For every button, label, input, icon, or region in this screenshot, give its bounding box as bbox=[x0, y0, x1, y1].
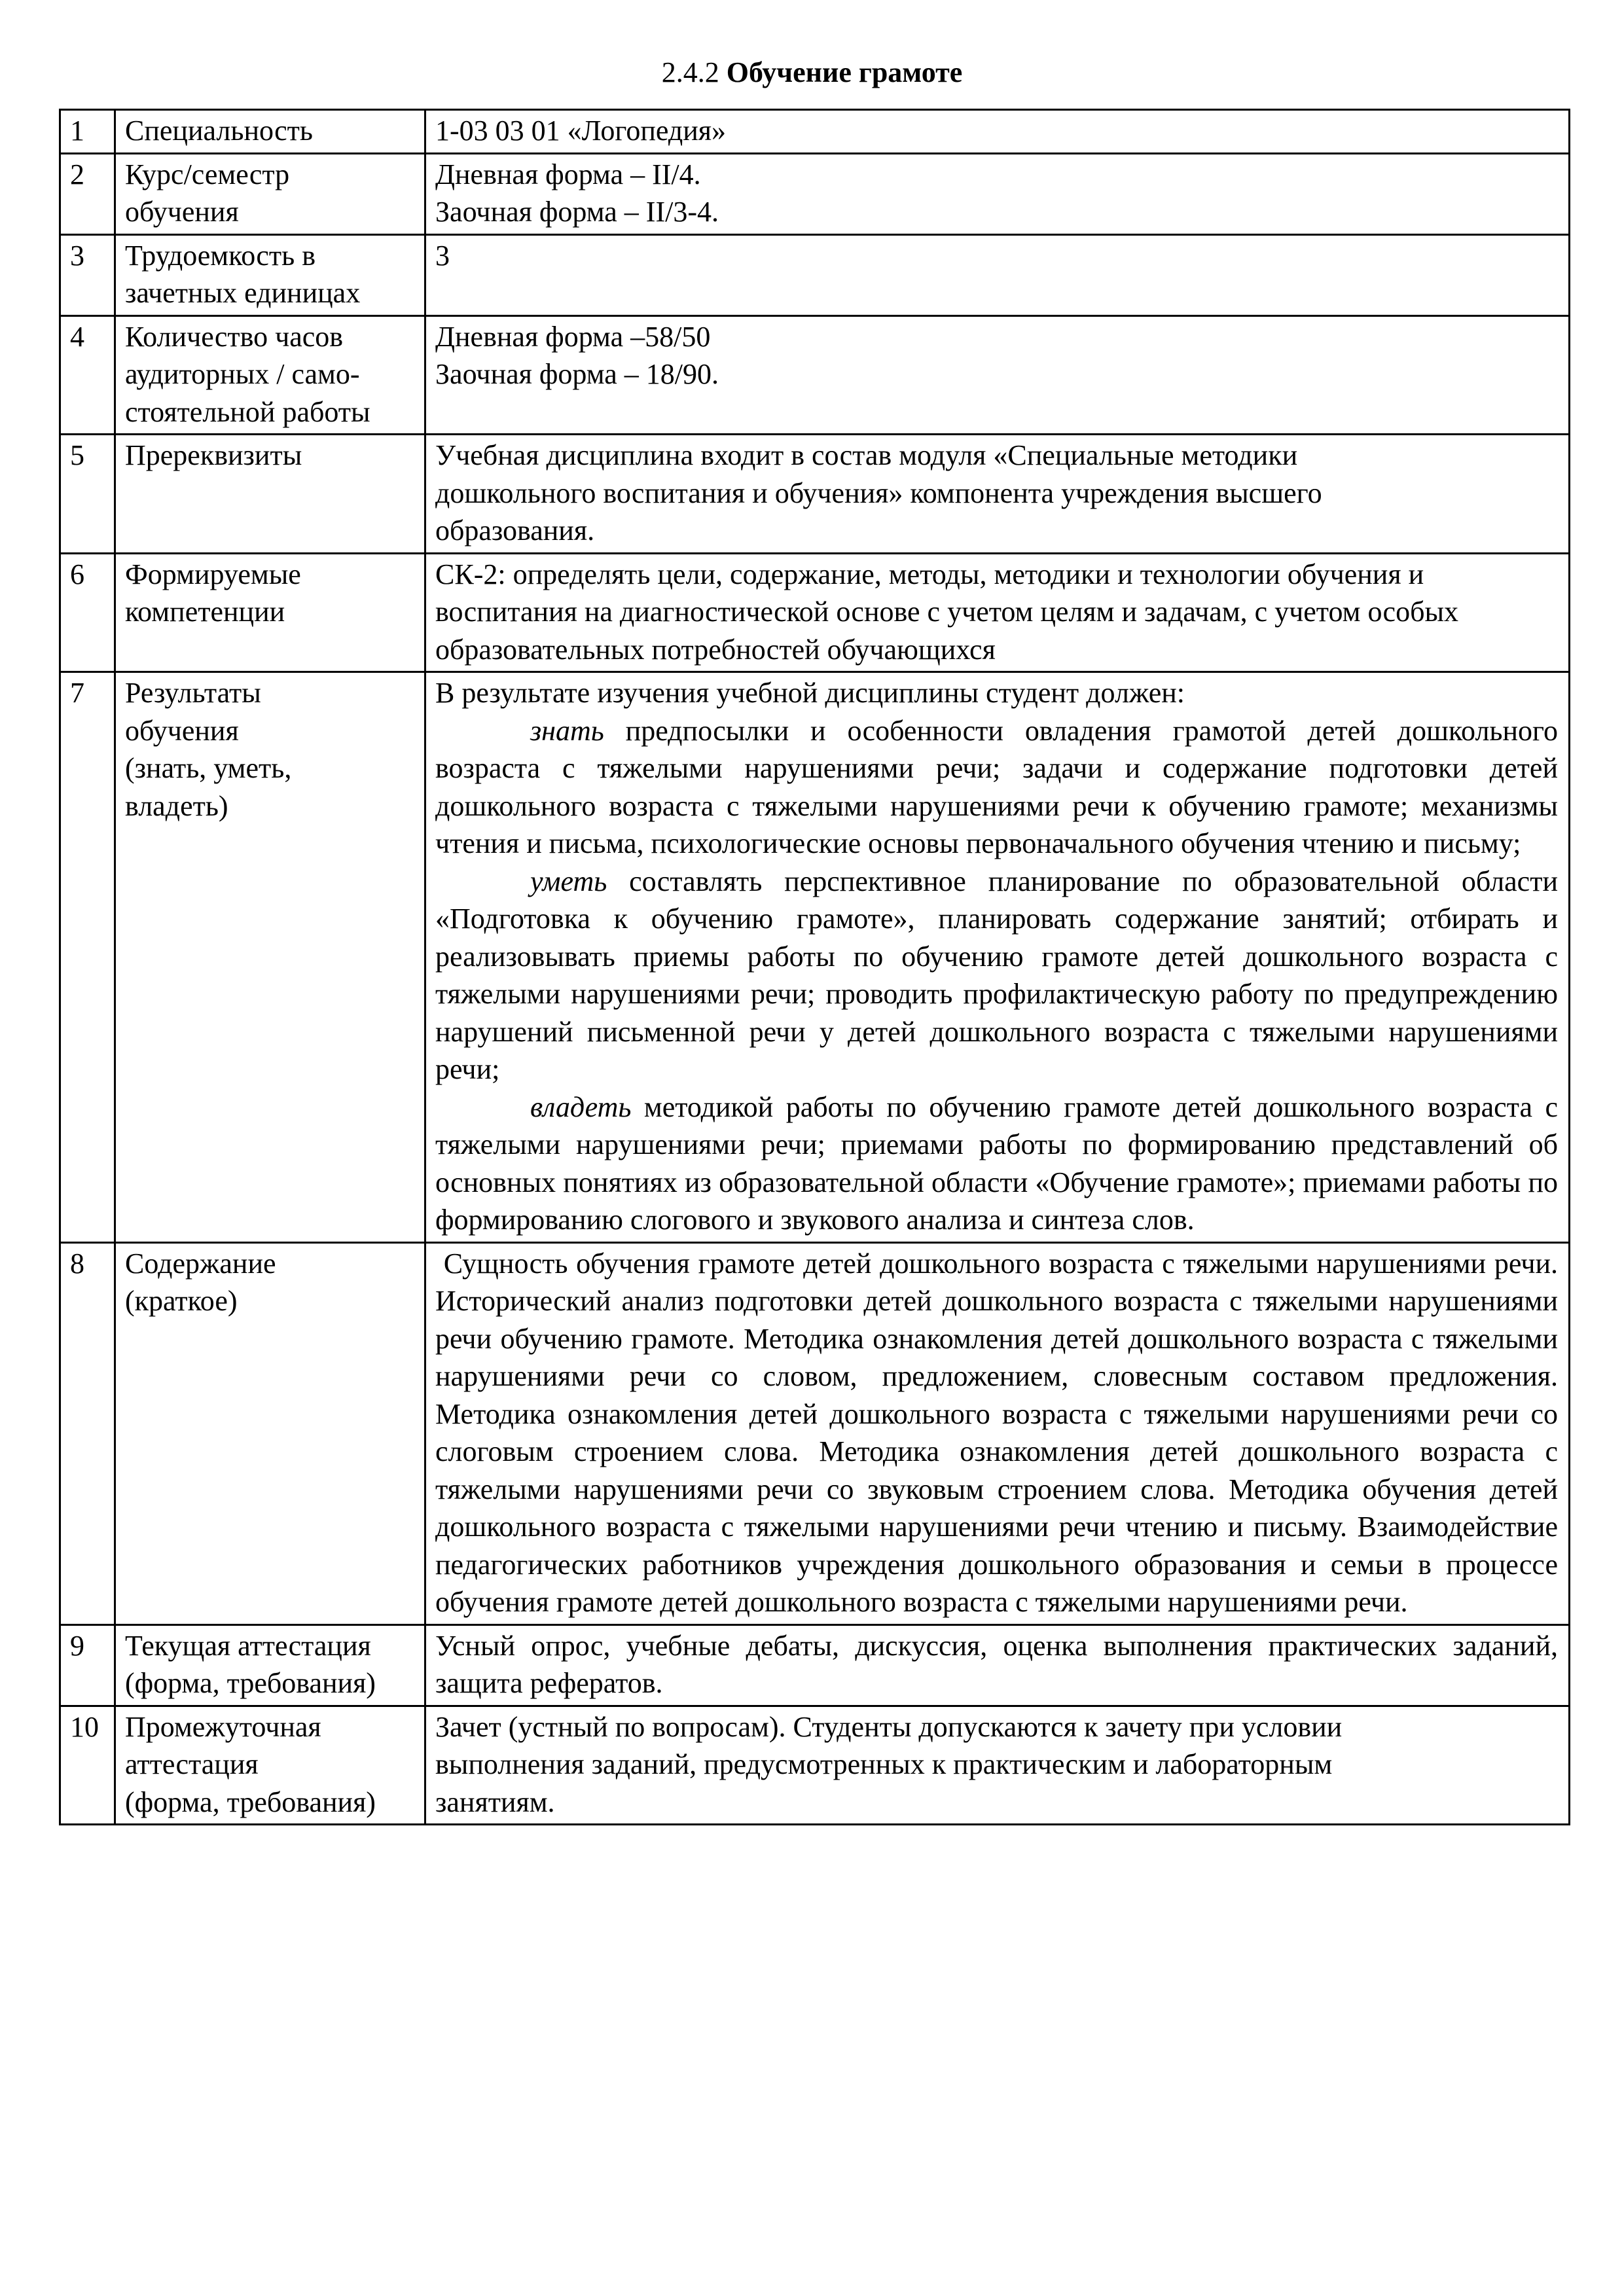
outcome-know bbox=[435, 712, 1558, 863]
row-label: Содержание (краткое) bbox=[115, 1242, 425, 1624]
table-row bbox=[60, 153, 1570, 234]
row-value bbox=[425, 672, 1570, 1243]
row-label: Формируемые компетенции bbox=[115, 553, 425, 672]
row-value: Дневная форма –58/50 Заочная форма – 18/90. bbox=[425, 315, 1570, 435]
row-value: Усный опрос, учебные дебаты, дискуссия, оценка выполнения практических заданий, защита рефератов. bbox=[425, 1624, 1570, 1706]
table-row bbox=[60, 553, 1570, 672]
outcome-text: составлять перспективное планирование по образовательной области «Подготовка к обучению грамоте», планировать содержание занятий; отбирать и реализовывать приемы работы по обучению грамоте детей дошкольного возраста с тяжелыми нарушениями речи; проводить профилактическую работу по предупреждению нарушений письменной речи у детей дошкольного возраста с тяжелыми нарушениями речи; bbox=[435, 865, 1558, 1085]
outcome-can bbox=[435, 863, 1558, 1088]
row-number: 6 bbox=[60, 553, 115, 672]
row-number: 4 bbox=[60, 315, 115, 435]
row-number: 1 bbox=[60, 110, 115, 154]
row-number: 5 bbox=[60, 435, 115, 554]
outcome-text: предпосылки и особенности овладения грамотой детей дошкольного возраста с тяжелыми нарушениями речи; задачи и содержание подготовки детей дошкольного возраста с тяжелыми нарушениями речи к обучению грамоте; механизмы чтения и письма, психологические основы первоначального обучения чтению и письму; bbox=[435, 714, 1558, 859]
table-row bbox=[60, 1706, 1570, 1825]
row-value: СК-2: определять цели, содержание, методы, методики и технологии обучения и воспитания на диагностической основе с учетом целям и задачам, с учетом особых образовательных потребностей обучающихся bbox=[425, 553, 1570, 672]
row-number: 10 bbox=[60, 1706, 115, 1825]
table-row bbox=[60, 234, 1570, 315]
row-number: 8 bbox=[60, 1242, 115, 1624]
row-label: Пререквизиты bbox=[115, 435, 425, 554]
row-value: Зачет (устный по вопросам). Студенты допускаются к зачету при условии выполнения заданий, предусмотренных к практическим и лабораторным занятиям. bbox=[425, 1706, 1570, 1825]
row-label: Специальность bbox=[115, 110, 425, 154]
table-row bbox=[60, 315, 1570, 435]
row-label: Текущая аттестация (форма, требования) bbox=[115, 1624, 425, 1706]
section-name: Обучение грамоте bbox=[726, 56, 963, 88]
outcome-keyword: уметь bbox=[530, 865, 607, 897]
outcome-keyword: знать bbox=[530, 714, 604, 747]
row-number: 9 bbox=[60, 1624, 115, 1706]
row-number: 2 bbox=[60, 153, 115, 234]
row-value: Дневная форма – II/4. Заочная форма – II/3-4. bbox=[425, 153, 1570, 234]
table-row bbox=[60, 110, 1570, 154]
row-value: 1-03 03 01 «Логопедия» bbox=[425, 110, 1570, 154]
row-label: Курс/семестр обучения bbox=[115, 153, 425, 234]
table-row bbox=[60, 1242, 1570, 1624]
table-row bbox=[60, 435, 1570, 554]
row-label: Количество часов аудиторных / само- стоятельной работы bbox=[115, 315, 425, 435]
outcome-master bbox=[435, 1088, 1558, 1239]
row-number: 3 bbox=[60, 234, 115, 315]
discipline-info-table bbox=[59, 109, 1570, 1825]
section-title bbox=[0, 54, 1624, 92]
outcome-text: методикой работы по обучению грамоте детей дошкольного возраста с тяжелыми нарушениями речи; приемами работы по формированию представлений об основных понятиях из образовательной области «Обучение грамоте»; приемами работы по формированию слогового и звукового анализа и синтеза слов. bbox=[435, 1090, 1558, 1236]
row-label: Трудоемкость в зачетных единицах bbox=[115, 234, 425, 315]
row-value: Сущность обучения грамоте детей дошкольного возраста с тяжелыми нарушениями речи. Исторический анализ подготовки детей дошкольного возраста с тяжелыми нарушениями речи обучению грамоте. Методика ознакомления детей дошкольного возраста с тяжелыми нарушениями речи со словом, предложением, словесным составом предложения. Методика ознакомления детей дошкольного возраста с тяжелыми нарушениями речи со слоговым строением слова. Методика ознакомления детей дошкольного возраста с тяжелыми нарушениями речи со звуковым строением слова. Методика обучения детей дошкольного возраста с тяжелыми нарушениями речи чтению и письму. Взаимодействие педагогических работников учреждения дошкольного образования и семьи в процессе обучения грамоте детей дошкольного возраста с тяжелыми нарушениями речи. bbox=[425, 1242, 1570, 1624]
table-row bbox=[60, 1624, 1570, 1706]
outcomes-intro: В результате изучения учебной дисциплины студент должен: bbox=[435, 677, 1185, 709]
section-number: 2.4.2 bbox=[661, 56, 719, 88]
row-number: 7 bbox=[60, 672, 115, 1243]
row-value: Учебная дисциплина входит в состав модуля «Специальные методики дошкольного воспитания и обучения» компонента учреждения высшего образования. bbox=[425, 435, 1570, 554]
table-row bbox=[60, 672, 1570, 1243]
row-value: 3 bbox=[425, 234, 1570, 315]
row-label: Результаты обучения (знать, уметь, владеть) bbox=[115, 672, 425, 1243]
outcome-keyword: владеть bbox=[530, 1090, 632, 1123]
row-label: Промежуточная аттестация (форма, требования) bbox=[115, 1706, 425, 1825]
